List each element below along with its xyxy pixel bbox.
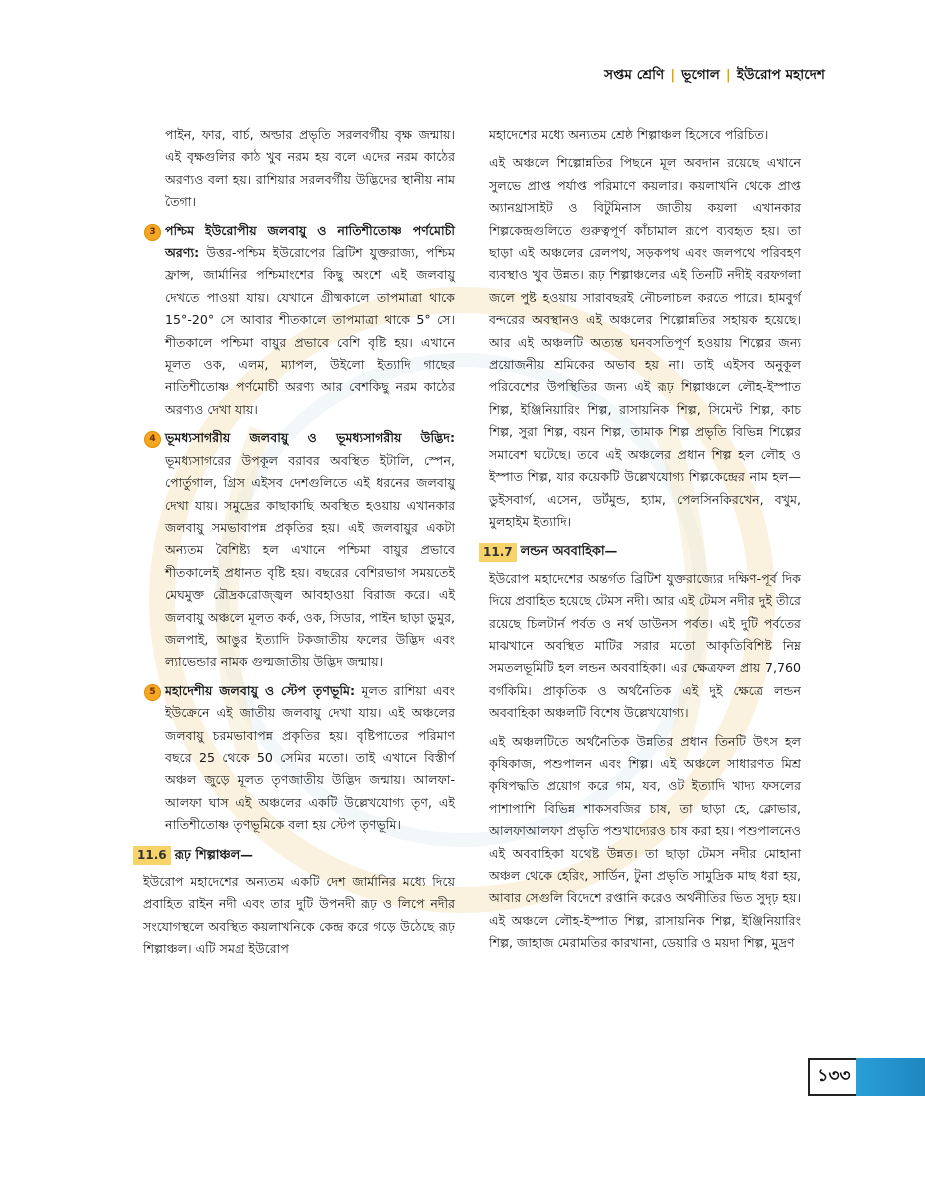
section-heading-ruhr xyxy=(133,845,455,867)
header-separator: | xyxy=(670,67,676,83)
intro-paragraph: পাইন, ফার, বার্চ, অল্ডার প্রভৃতি সরলবর্গীয় বৃক্ষ জন্মায়। এই বৃক্ষগুলির কাঠ খুব নরম হয় বলে এদের নরম কাঠের অরণ্যও বলা হয়। রাশিয়ার সরলবর্গীয় উদ্ভিদের স্থানীয় নাম তৈগা। xyxy=(165,127,455,210)
item-title: মহাদেশীয় জলবায়ু ও স্টেপ তৃণভূমি: xyxy=(165,682,356,698)
page-number-bar xyxy=(856,1058,925,1096)
paragraph: মহাদেশের মধ্যে অন্যতম শ্রেষ্ঠ শিল্পাঞ্চল হিসেবে পরিচিত। xyxy=(489,127,769,142)
paragraph: ইউরোপ মহাদেশের অন্তর্গত ব্রিটিশ যুক্তরাজ্যের দক্ষিণ-পূর্ব দিক দিয়ে প্রবাহিত হয়েছে টেমস নদী। আর এই টেমস নদীর দুই তীরে রয়েছে চিলটার্ন পর্বত ও নর্থ ডাউনস পর্বত। এই দুটি পর্বতের মাঝখানে অবস্থিত মাটির সরার মতো আকৃতিবিশিষ্ট নিম্ন সমতলভূমিটি হল লন্ডন অববাহিকা। এর ক্ষেত্রফল প্রায় 7,760 বর্গকিমি। প্রাকৃতিক ও অর্থনৈতিক এই দুই ক্ষেত্রে লন্ডন অববাহিকা অঞ্চলটি বিশেষ উল্লেখযোগ্য। xyxy=(489,570,801,721)
section-heading-london-basin xyxy=(479,541,801,563)
section-paragraph: ইউরোপ মহাদেশের অন্যতম একটি দেশ জার্মানির মধ্যে দিয়ে প্রবাহিত রাইন নদী এবং তার দুটি উপনদী রূঢ় ও লিপে নদীর সংযোগস্থলে অবস্থিত কয়লাখনিকে কেন্দ্র করে গড়ে উঠেছে রূঢ় শিল্পাঞ্চল। এটি সমগ্র ইউরোপ xyxy=(143,874,455,957)
page-header xyxy=(604,64,825,87)
list-item-continental-climate xyxy=(143,680,455,837)
section-number: 11.7 xyxy=(479,543,517,562)
section-title: লন্ডন অববাহিকা— xyxy=(520,544,618,560)
right-column xyxy=(483,124,801,961)
item-number-badge: 4 xyxy=(144,431,161,448)
section-title: রূঢ় শিল্পাঞ্চল— xyxy=(174,847,253,863)
header-subject: ভূগোল xyxy=(681,67,720,83)
list-item-western-european-climate xyxy=(143,220,455,422)
item-text: উত্তর-পশ্চিম ইউরোপের ব্রিটিশ যুক্তরাজ্য, পশ্চিম ফ্রান্স, জার্মানির পশ্চিমাংশের কিছু অংশে এই জলবায়ু দেখতে পাওয়া যায়। যেখানে গ্রীষ্মকালে তাপমাত্রা থাকে 15°-20° সে আবার শীতকালে তাপমাত্রা থাকে 5° সে। শীতকালে পশ্চিমা বায়ুর প্রভাবে বেশি বৃষ্টি হয়। এখানে মূলত ওক, এলম, ম্যাপল, উইলো ইত্যাদি গাছের নাতিশীতোষ্ণ পর্ণমোচী অরণ্য আর বেশকিছু নরম কাঠের অরণ্যও দেখা যায়। xyxy=(165,245,455,417)
header-chapter: ইউরোপ মহাদেশ xyxy=(736,67,825,83)
item-title: ভূমধ্যসাগরীয় জলবায়ু ও ভূমধ্যসাগরীয় উদ্ভিদ: xyxy=(165,430,455,446)
left-column xyxy=(137,124,455,967)
paragraph: এই অঞ্চলে শিল্পোন্নতির পিছনে মূল অবদান রয়েছে এখানে সুলভে প্রাপ্ত পর্যাপ্ত পরিমাণে কয়লার। কয়লাখনি থেকে প্রাপ্ত অ্যানথ্রাসাইট ও বিটুমিনাস জাতীয় কয়লা এখানকার শিল্পকেন্দ্রগুলিতে গুরুত্বপূর্ণ কাঁচামাল রূপে ব্যবহৃত হয়। তা ছাড়া এই অঞ্চলের রেলপথ, সড়কপথ এবং জলপথে পরিবহণ ব্যবস্থাও খুব উন্নত। রূঢ় শিল্পাঞ্চলের এই তিনটি নদীই বরফগলা জলে পুষ্ট হওয়ায় সারাবছরই নৌচলাচল করতে পারে। হামবুর্গ বন্দরের অবস্থানও এই অঞ্চলের শিল্পোন্নতির সহায়ক হয়েছে। আর এই অঞ্চলটি অত্যন্ত ঘনবসতিপূর্ণ হওয়ায় শিল্পের জন্য প্রয়োজনীয় শ্রমিকের অভাব হয় না। তাই এইসব অনুকূল পরিবেশের উপস্থিতির জন্য এই রূঢ় শিল্পাঞ্চলে লৌহ-ইস্পাত শিল্প, ইঞ্জিনিয়ারিং শিল্প, রাসায়নিক শিল্প, সিমেন্ট শিল্প, কাচ শিল্প, সুরা শিল্প, বয়ন শিল্প, তামাক শিল্প প্রভৃতি বিভিন্ন শিল্পের সমাবেশ ঘটেছে। তবে এই অঞ্চলের প্রধান শিল্প হল লৌহ ও ইস্পাত শিল্প, যার কয়েকটি উল্লেখযোগ্য শিল্পকেন্দ্রের নাম হল— ডুইসবার্গ, এসেন, ডর্টমুন্ড, হ্যাম, পেলসিনকিরখেন, বখুম, মুলহাইম ইত্যাদি। xyxy=(489,155,801,529)
paragraph: এই অঞ্চলটিতে অর্থনৈতিক উন্নতির প্রধান তিনটি উৎস হল কৃষিকাজ, পশুপালন এবং শিল্প। এই অঞ্চলে সাধারণত মিশ্র কৃষিপদ্ধতি প্রয়োগ করে গম, যব, ওট ইত্যাদি খাদ্য ফসলের পাশাপাশি বিভিন্ন শাকসবজির চাষ, তা ছাড়া হে, ক্লোভার, আলফাআলফা প্রভৃতি পশুখাদ্যেরও চাষ করা হয়। পশুপালনেও এই অববাহিকা যথেষ্ট উন্নত। তা ছাড়া টেমস নদীর মোহানা অঞ্চল থেকে হেরিং, সার্ডিন, টুনা প্রভৃতি সামুদ্রিক মাছ ধরা হয়, আবার সেগুলি বিদেশে রপ্তানি করেও অর্থনীতির ভিত সুদৃঢ় হয়। এই অঞ্চলে লৌহ-ইস্পাত শিল্প, রাসায়নিক শিল্প, ইঞ্জিনিয়ারিং শিল্প, জাহাজ মেরামতির কারখানা, ডেয়ারি ও ময়দা শিল্প, মুদ্রণ xyxy=(489,733,801,951)
item-number-badge: 5 xyxy=(144,684,161,701)
item-number-badge: 3 xyxy=(144,224,161,241)
list-item-mediterranean-climate xyxy=(143,427,455,673)
section-number: 11.6 xyxy=(133,846,171,865)
header-separator: | xyxy=(725,67,731,83)
item-title: পশ্চিম ইউরোপীয় জলবায়ু ও নাতিশীতোষ্ণ পর্ণমোচী অরণ্য: xyxy=(165,222,455,261)
header-class: সপ্তম শ্রেণি xyxy=(604,67,665,83)
item-text: ভূমধ্যসাগরের উপকূল বরাবর অবস্থিত ইটালি, স্পেন, পোর্তুগাল, গ্রিস এইসব দেশগুলিতে এই ধরনের জলবায়ু দেখা যায়। সমুদ্রের কাছাকাছি অবস্থিত হওয়ায় এখানকার জলবায়ু সমভাবাপন্ন প্রকৃতির হয়। এই জলবায়ুর একটা অন্যতম বৈশিষ্ট্য হল এখানে পশ্চিমা বায়ুর প্রভাবে শীতকালেই প্রধানত বৃষ্টি হয়। বছরের বেশিরভাগ সময়তেই মেঘমুক্ত রৌদ্রকরোজ্জ্বল আবহাওয়া বিরাজ করে। এই জলবায়ু অঞ্চলে মূলত কর্ক, ওক, সিডার, পাইন ছাড়া ডুমুর, জলপাই, আঙুর ইত্যাদি টকজাতীয় ফলের উদ্ভিদ এবং ল্যাভেন্ডার নামক গুল্মজাতীয় উদ্ভিদ জন্মায়। xyxy=(165,452,455,670)
page-number: ১৩৩ xyxy=(808,1058,858,1096)
item-text: মূলত রাশিয়া এবং ইউক্রেনে এই জাতীয় জলবায়ু দেখা যায়। এই অঞ্চলের জলবায়ু চরমভাবাপন্ন প্রকৃতির হয়। বৃষ্টিপাতের পরিমাণ বছরে 25 থেকে 50 সেমির মতো। তাই এখানে বিস্তীর্ণ অঞ্চল জুড়ে মূলত তৃণজাতীয় উদ্ভিদ জন্মায়। আলফা-আলফা ঘাস এই অঞ্চলের একটি উল্লেখযোগ্য তৃণ, এই নাতিশীতোষ্ণ তৃণভূমিকে বলা হয় স্টেপ তৃণভূমি। xyxy=(165,682,455,833)
